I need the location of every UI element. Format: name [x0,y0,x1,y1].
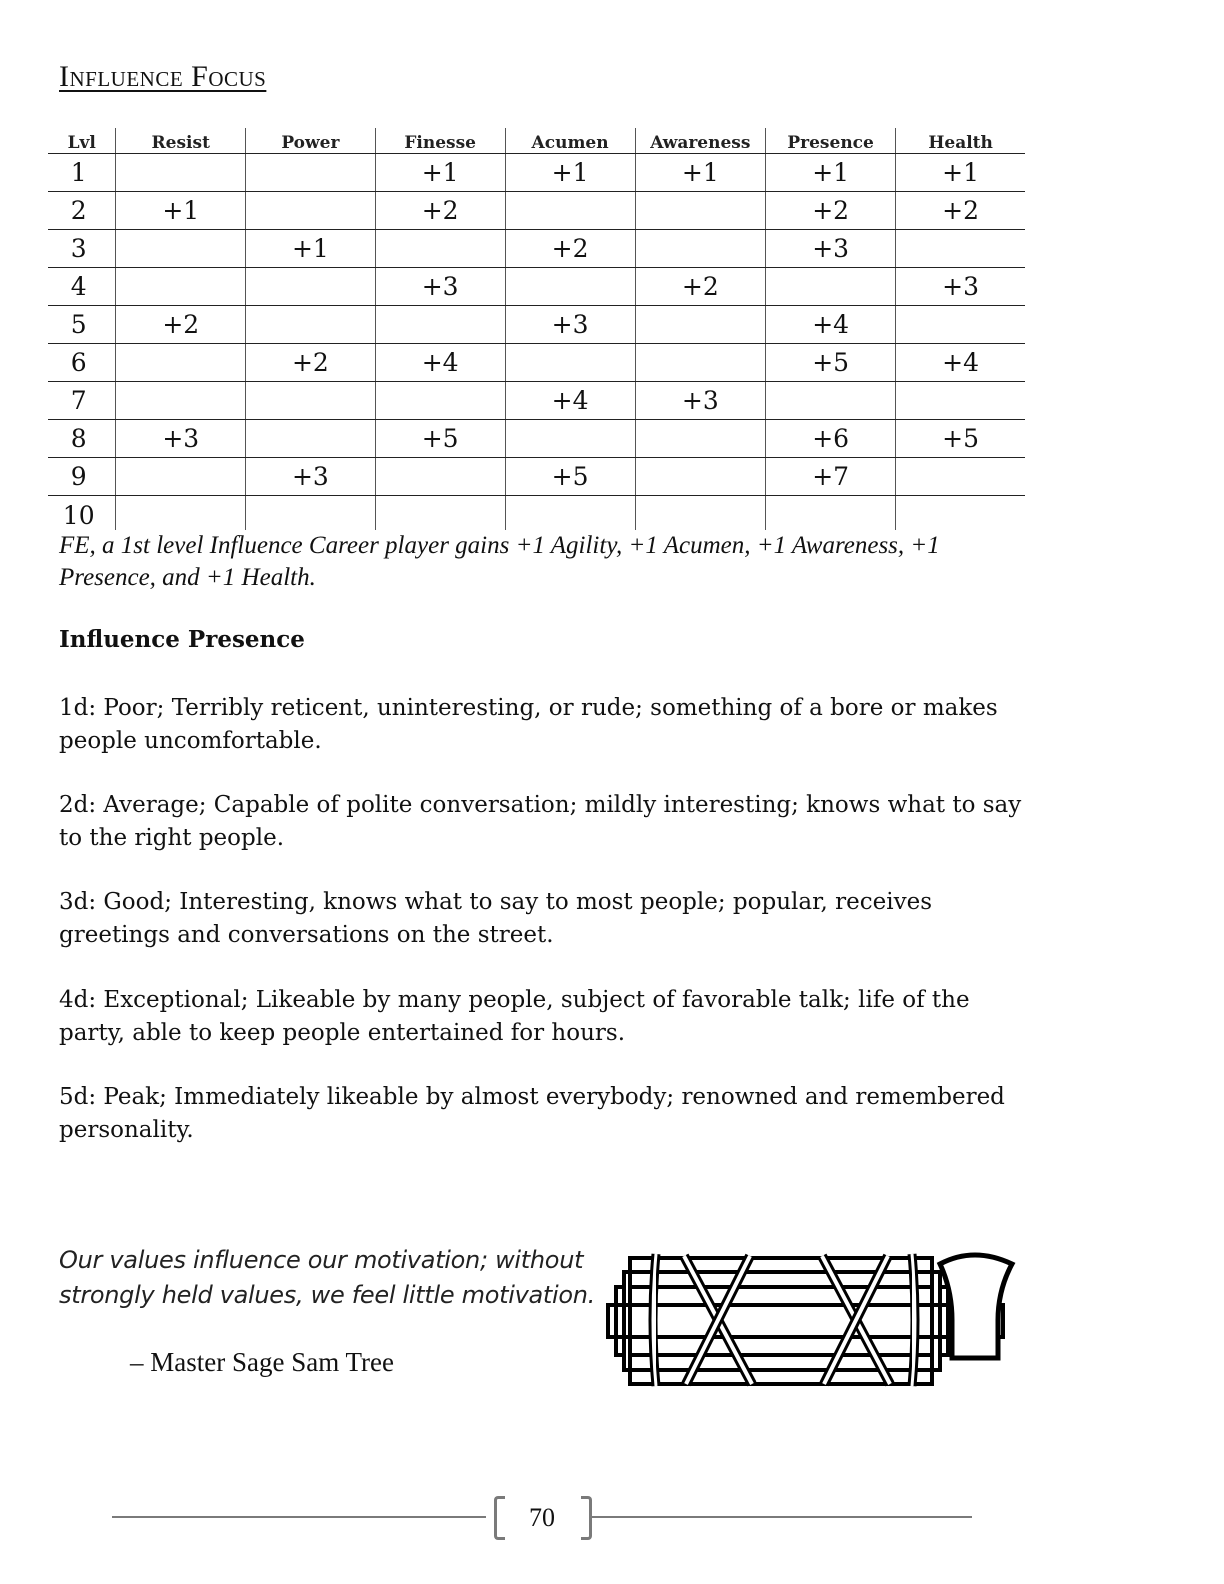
cell-finesse [375,230,505,268]
cell-awareness [635,306,765,344]
cell-power [246,306,376,344]
cell-awareness [635,192,765,230]
table-row [48,192,1025,230]
cell-health [896,230,1025,268]
cell-finesse: +5 [375,420,505,458]
cell-acumen: +2 [505,230,635,268]
column-header-presence: Presence [766,128,896,154]
fasces-axe-icon [604,1250,1020,1390]
quote-text: Our values influence our motivation; without strongly held values, we feel little motivation. [59,1246,596,1309]
cell-presence: +3 [766,230,896,268]
cell-power: +2 [246,344,376,382]
cell-power [246,496,376,531]
cell-resist [116,458,246,496]
cell-acumen: +1 [505,154,635,192]
cell-presence: +7 [766,458,896,496]
cell-power [246,268,376,306]
cell-resist: +1 [116,192,246,230]
column-header-health: Health [896,128,1025,154]
cell-acumen [505,192,635,230]
cell-power: +1 [246,230,376,268]
cell-power [246,420,376,458]
cell-resist [116,382,246,420]
cell-acumen: +5 [505,458,635,496]
cell-health: +5 [896,420,1025,458]
cell-resist: +3 [116,420,246,458]
cell-resist: +2 [116,306,246,344]
page-title: Influence Focus [59,60,267,93]
cell-awareness [635,496,765,531]
cell-acumen [505,496,635,531]
cell-presence [766,268,896,306]
cell-resist [116,344,246,382]
column-header-finesse: Finesse [375,128,505,154]
column-header-awareness: Awareness [635,128,765,154]
table-row [48,496,1025,531]
cell-presence: +1 [766,154,896,192]
table-row [48,458,1025,496]
cell-finesse: +4 [375,344,505,382]
cell-lvl: 1 [48,154,116,192]
presence-level-4d: 4d: Exceptional; Likeable by many people, subject of favorable talk; life of the party, able to keep people entertained for hours. [59,987,970,1046]
cell-finesse: +1 [375,154,505,192]
presence-level-3d: 3d: Good; Interesting, knows what to say to most people; popular, receives greetings and conversations on the street. [59,889,933,948]
cell-health [896,496,1025,531]
cell-awareness [635,458,765,496]
cell-resist [116,230,246,268]
cell-awareness [635,344,765,382]
footer-rule-right [592,1516,972,1518]
cell-acumen [505,420,635,458]
presence-level-5d: 5d: Peak; Immediately likeable by almost everybody; renowned and remembered personality. [59,1084,1005,1143]
cell-lvl: 4 [48,268,116,306]
table-row [48,344,1025,382]
influence-focus-table [48,128,1025,530]
cell-presence: +4 [766,306,896,344]
cell-health: +3 [896,268,1025,306]
cell-lvl: 3 [48,230,116,268]
presence-level-1d: 1d: Poor; Terribly reticent, uninteresting, or rude; something of a bore or makes people uncomfortable. [59,695,998,754]
cell-presence: +6 [766,420,896,458]
cell-finesse [375,496,505,531]
cell-finesse [375,382,505,420]
table-row [48,268,1025,306]
quote-attribution: – Master Sage Sam Tree [130,1347,394,1377]
cell-lvl: 7 [48,382,116,420]
cell-finesse [375,458,505,496]
column-header-resist: Resist [116,128,246,154]
cell-awareness [635,420,765,458]
cell-lvl: 9 [48,458,116,496]
cell-health [896,306,1025,344]
cell-acumen [505,268,635,306]
column-header-lvl: Lvl [48,128,116,154]
cell-awareness: +2 [635,268,765,306]
cell-health [896,382,1025,420]
cell-lvl: 5 [48,306,116,344]
cell-awareness: +3 [635,382,765,420]
cell-presence [766,382,896,420]
cell-awareness [635,230,765,268]
cell-finesse: +2 [375,192,505,230]
column-header-power: Power [246,128,376,154]
cell-lvl: 8 [48,420,116,458]
page-number: 70 [529,1503,555,1532]
table-row [48,382,1025,420]
cell-presence [766,496,896,531]
cell-acumen: +4 [505,382,635,420]
cell-acumen [505,344,635,382]
cell-lvl: 6 [48,344,116,382]
footer-rule-left [112,1516,486,1518]
cell-presence: +5 [766,344,896,382]
cell-finesse [375,306,505,344]
cell-power [246,382,376,420]
cell-health: +1 [896,154,1025,192]
table-row [48,154,1025,192]
table-row [48,420,1025,458]
cell-health: +4 [896,344,1025,382]
cell-acumen: +3 [505,306,635,344]
cell-power [246,154,376,192]
cell-health [896,458,1025,496]
cell-power [246,192,376,230]
table-row [48,306,1025,344]
cell-awareness: +1 [635,154,765,192]
cell-lvl: 2 [48,192,116,230]
cell-resist [116,268,246,306]
cell-finesse: +3 [375,268,505,306]
column-header-acumen: Acumen [505,128,635,154]
cell-resist [116,496,246,531]
cell-lvl: 10 [62,501,95,530]
cell-resist [116,154,246,192]
cell-health: +2 [896,192,1025,230]
table-row [48,230,1025,268]
table-header-row [48,128,1025,154]
section-heading: Influence Presence [59,626,305,653]
presence-level-2d: 2d: Average; Capable of polite conversation; mildly interesting; knows what to say to the right people. [59,792,1022,851]
cell-presence: +2 [766,192,896,230]
cell-power: +3 [246,458,376,496]
example-note: FE, a 1st level Influence Career player gains +1 Agility, +1 Acumen, +1 Awareness, +1 Presence, and +1 Health. [59,532,940,591]
